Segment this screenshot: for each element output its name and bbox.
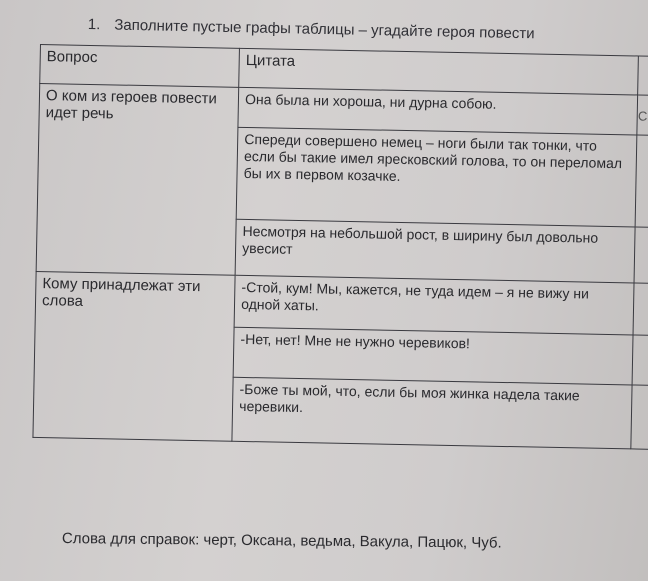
quote-cell-4: -Стой, кум! Мы, кажется, не туда идем – я не вижу ни одной хаты. bbox=[234, 275, 634, 335]
header-question: Вопрос bbox=[40, 45, 240, 88]
header-edge bbox=[638, 56, 648, 95]
header-quote: Цитата bbox=[239, 48, 639, 95]
answer-cell-6 bbox=[631, 385, 648, 449]
quote-cell-5: -Нет, нет! Мне не нужно черевиков! bbox=[233, 327, 633, 385]
answer-cell-1: С bbox=[637, 95, 648, 135]
question-cell-1: О ком из героев повести идет речь bbox=[36, 84, 239, 276]
quote-cell-1: Она была ни хороша, ни дурна собою. bbox=[238, 87, 638, 135]
answer-cell-5 bbox=[632, 335, 648, 385]
quote-cell-3: Несмотря на небольшой рост, в ширину был довольно увесист bbox=[235, 219, 635, 283]
answer-cell-4 bbox=[633, 283, 648, 335]
task-title: Заполните пустые графы таблицы – угадайте героя повести bbox=[114, 16, 535, 43]
answer-cell-3 bbox=[634, 227, 648, 283]
quote-cell-6: -Боже ты мой, что, если бы моя жинка надела такие черевики. bbox=[232, 377, 632, 449]
question-cell-2: Кому принадлежат эти слова bbox=[33, 271, 235, 441]
reference-words: Слова для справок: черт, Оксана, ведьма, Вакула, Пацюк, Чуб. bbox=[61, 530, 502, 552]
hero-table bbox=[31, 44, 648, 536]
task-heading bbox=[88, 16, 648, 45]
task-number: 1. bbox=[87, 16, 101, 34]
answer-cell-2 bbox=[635, 135, 648, 227]
quote-cell-2: Спереди совершено немец – ноги были так тонки, что если бы такие имел яресковский голова, то он переломал бы их в первом козачке. bbox=[236, 127, 637, 227]
